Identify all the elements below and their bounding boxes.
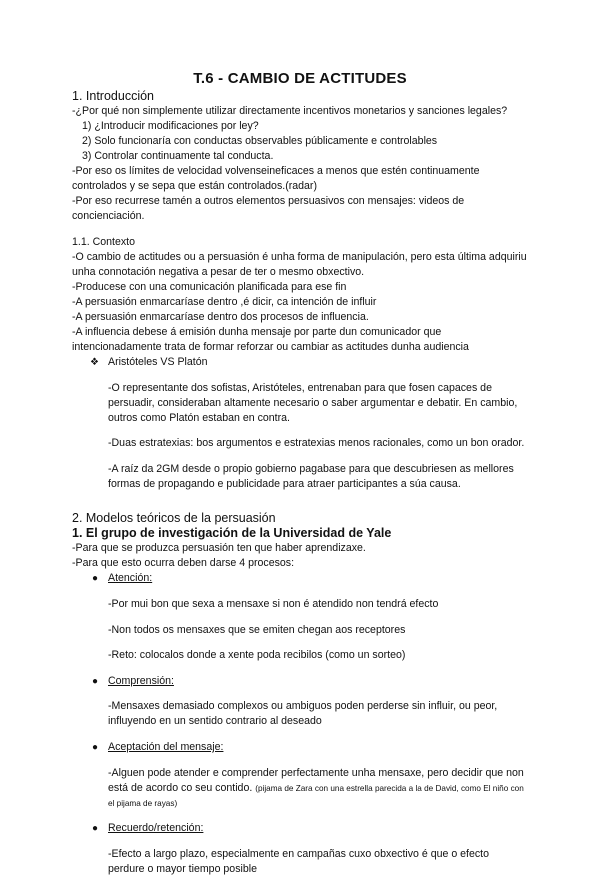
aristoteles-platon-label: Aristóteles VS Platón [108, 356, 208, 368]
context-paragraph-3: -A persuasión enmarcaríase dentro ,é dicir, ca intención de influir [72, 296, 377, 308]
context-paragraph-5: -A influencia debese á emisión dunha mensaje por parte dun comunicador que intencionadamente trata de formar reforzar ou cambiar as actitudes dunha audiencia [72, 326, 469, 353]
intro-paragraph-1: -Por eso os límites de velocidad volvenseineficaces a menos que estén continuamente controlados y se sepa que están controlados.(radar) [72, 165, 480, 192]
document-page [72, 70, 528, 887]
aristoteles-platon-item [72, 355, 528, 370]
yale-subheading: 1. El grupo de investigación de la Universidad de Yale [72, 526, 392, 541]
models-paragraph-1: -Para que se produzca persuasión ten que haber aprendizaxe. [72, 542, 366, 555]
context-paragraph-2: -Producese con una comunicación planificada para ese fin [72, 281, 347, 293]
recuerdo-item [72, 821, 528, 836]
comprension-item [72, 674, 528, 689]
section-introduccion-heading: 1. Introducción [72, 89, 154, 103]
models-paragraph-2: -Para que esto ocurra deben darse 4 procesos: [72, 557, 295, 570]
aceptacion-line-1 [72, 766, 528, 811]
page-title: T.6 - CAMBIO DE ACTITUDES [193, 70, 407, 87]
aceptacion-label: Aceptación del mensaje: [108, 740, 224, 753]
intro-item-1: 1) ¿Introducir modificaciones por ley? [82, 120, 259, 132]
bullet-icon: ● [92, 675, 99, 687]
bullet-icon: ● [92, 741, 99, 753]
atencion-label: Atención: [108, 572, 153, 585]
section-modelos-heading: 2. Modelos teóricos de la persuasión [72, 511, 276, 526]
intro-question: -¿Por qué non simplemente utilizar directamente incentivos monetarios y sanciones legales? [72, 105, 508, 117]
context-sub-2: -Duas estratexias: bos argumentos e estratexias menos racionales, como un bon orador. [108, 437, 525, 450]
recuerdo-label: Recuerdo/retención: [108, 822, 204, 835]
context-sub-1: -O representante dos sofistas, Aristóteles, entrenaban para que fosen capaces de persuadir, consideraban altamente necesario o saber argumentar e debatir. En cambio, outros como Platón estaban en contra. [108, 381, 518, 424]
diamond-bullet-icon: ❖ [90, 357, 99, 368]
comprension-line-1: -Mensaxes demasiado complexos ou ambiguos poden perderse sin influir, ou peor, influyendo en un sentido contrario al deseado [108, 700, 498, 728]
atencion-item [72, 571, 528, 586]
atencion-line-3: -Reto: colocalos donde a xente poda recibilos (como un sorteo) [108, 649, 406, 662]
section-contexto-heading: 1.1. Contexto [72, 236, 136, 248]
recuerdo-line-1: -Efecto a largo plazo, especialmente en campañas cuxo obxectivo é que o efecto perdure o mayor tiempo posible [108, 847, 490, 875]
bullet-icon: ● [92, 573, 99, 585]
aceptacion-text: -Alguen pode atender e comprender perfectamente unha mensaxe, pero decidir que non está de acordo co seu contido. [108, 766, 524, 794]
comprension-label: Comprensión: [108, 674, 174, 687]
aceptacion-example-note: (pijama de Zara con una estrella parecida a la de David, como El niño con el pijama de rayas) [108, 783, 524, 808]
context-paragraph-4: -A persuasión enmarcaríase dentro dos procesos de influencia. [72, 311, 369, 323]
context-sub-3: -A raíz da 2GM desde o propio gobierno pagabase para que descubriesen as mellores formas de propagando e publicidade para atraer participantes a súa causa. [108, 462, 514, 490]
atencion-line-1: -Por mui bon que sexa a mensaxe si non é atendido non tendrá efecto [108, 597, 439, 610]
intro-item-3: 3) Controlar continuamente tal conducta. [82, 150, 274, 162]
bullet-icon: ● [92, 823, 99, 835]
intro-item-2: 2) Solo funcionaría con conductas observables públicamente e controlables [82, 135, 438, 147]
intro-paragraph-2: -Por eso recurrese tamén a outros elementos persuasivos con mensajes: videos de concienciación. [72, 195, 465, 222]
atencion-line-2: -Non todos os mensaxes que se emiten chegan aos receptores [108, 623, 406, 636]
aceptacion-item [72, 740, 528, 755]
context-paragraph-1: -O cambio de actitudes ou a persuasión é unha forma de manipulación, pero esta última adquiriu unha connotación negativa a pesar de ter o mesmo obxectivo. [72, 251, 527, 278]
